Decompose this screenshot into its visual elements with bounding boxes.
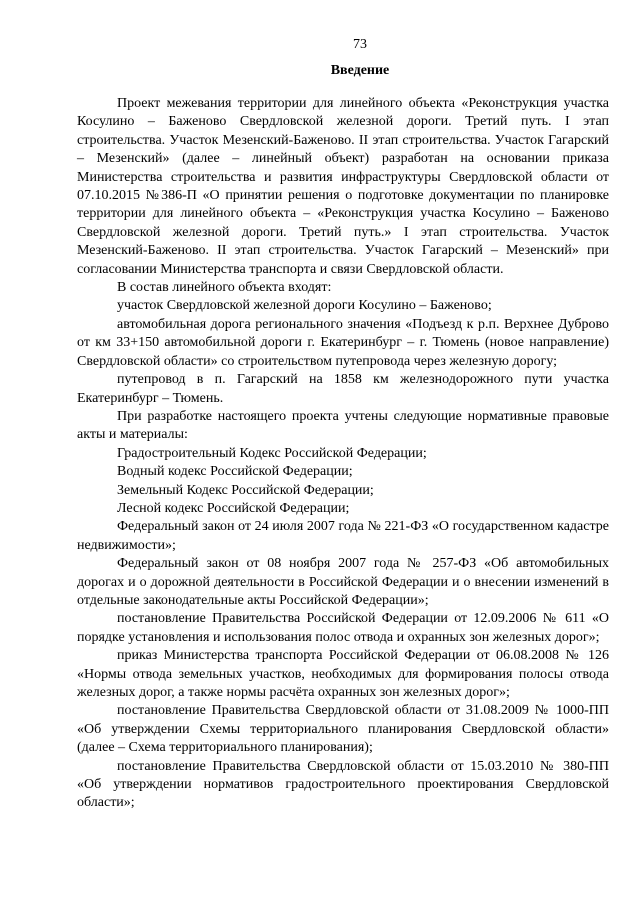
list-item-law-221: Федеральный закон от 24 июля 2007 года № 221-ФЗ «О государственном кадастре недвижимости»; [77, 519, 609, 553]
document-body [77, 95, 609, 813]
paragraph-overpass: путепровод в п. Гагарский на 1858 км железнодорожного пути участка Екатеринбург – Тюмень. [77, 372, 609, 406]
list-item-urban-code: Градостроительный Кодекс Российской Федерации; [117, 445, 427, 461]
paragraph-intro: Проект межевания территории для линейного объекта «Реконструкция участка Косулино – Баженово Свердловской железной дороги. Третий путь. I этап строительства. Участок Мезенский-Баженово. II этап строительства. Участок Гагарский – Мезенский» (далее – линейный объект) разработан на основании приказа Министерства строительства и развития инфраструктуры Свердловской области от 07.10.2015 №386-П «О принятии решения о подготовке документации по планировке территории для линейного объекта – «Реконструкция участка Косулино – Баженово Свердловской железной дороги. Третий путь.» I этап строительства. Участок Мезенский-Баженово. II этап строительства. Участок Гагарский – Мезенский» при согласовании Министерства транспорта и связи Свердловской области. [77, 96, 609, 277]
list-item-law-257: Федеральный закон от 08 ноября 2007 года № 257-ФЗ «Об автомобильных дорогах и о дорожной деятельности в Российской Федерации и о внесении изменений в отдельные законодательные акты Российской Федерации»; [77, 556, 609, 608]
page-number: 73 [353, 37, 367, 52]
paragraph-acts-lead: При разработке настоящего проекта учтены следующие нормативные правовые акты и материалы: [77, 408, 609, 443]
list-item-water-code: Водный кодекс Российской Федерации; [117, 464, 353, 480]
list-item-order-126: приказ Министерства транспорта Российской Федерации от 06.08.2008 № 126 «Нормы отвода земельных участков, необходимых для формирования полосы отвода железных дорог, а также нормы расчёта охранных зон железных дорог»; [77, 648, 609, 700]
section-heading: Введение [330, 63, 390, 78]
list-item-resolution-611: постановление Правительства Российской Федерации от 12.09.2006 № 611 «О порядке установления и использования полос отвода и охранных зон железных дорог»; [77, 611, 609, 645]
list-item-land-code: Земельный Кодекс Российской Федерации; [117, 482, 374, 498]
list-item-forest-code: Лесной кодекс Российской Федерации; [117, 500, 350, 516]
list-item-resolution-1000: постановление Правительства Свердловской области от 31.08.2009 № 1000-ПП «Об утверждении Схемы территориального планирования Свердловской области» (далее – Схема территориального планирования); [77, 703, 609, 756]
paragraph-regional-road: автомобильная дорога регионального значения «Подъезд к р.п. Верхнее Дуброво от км 33+150 автомобильной дороги г. Екатеринбург – г. Тюмень (новое направление) Свердловской области» со строительством путепровода через железную дорогу; [77, 316, 609, 369]
list-item-resolution-380: постановление Правительства Свердловской области от 15.03.2010 № 380-ПП «Об утверждении нормативов градостроительного проектирования Свердловской области»; [77, 758, 609, 811]
paragraph-railway-section: участок Свердловской железной дороги Косулино – Баженово; [117, 298, 492, 314]
paragraph-composition-lead: В состав линейного объекта входят: [117, 280, 332, 296]
